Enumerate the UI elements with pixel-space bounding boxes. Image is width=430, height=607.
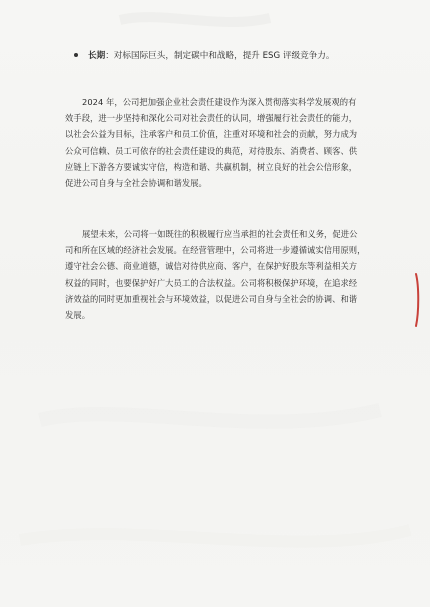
bullet-text: ：对标国际巨头，制定碳中和战略，提升 ESG 评级竞争力。 — [105, 51, 335, 61]
bullet-item-long-term — [74, 50, 414, 63]
paragraph-line: 发展。 — [65, 310, 91, 321]
bullet-label: 长期 — [88, 51, 106, 61]
paragraph-line: 以社会公益为目标，注承客户和员工价值，注重对环境和社会的贡献，努力成为 — [65, 129, 358, 140]
paragraph-line: 2024 年，公司把加强企业社会责任建设作为深入贯彻落实科学发展观的有 — [82, 97, 357, 107]
paragraph-2024-csr — [65, 94, 370, 191]
paragraph-line: 效手段，进一步坚持和深化公司对社会责任的认同，增强履行社会责任的能力， — [65, 113, 358, 124]
paragraph-line: 济效益的同时更加重视社会与环境效益，以促进公司自身与全社会的协调、和谐 — [65, 293, 358, 304]
bullet-dot-icon — [74, 53, 78, 57]
paragraph-line: 应链上下游各方要诚实守信，构造和谐、共赢机制，树立良好的社会公信形象， — [65, 161, 358, 172]
paragraph-line: 司和所在区域的经济社会发展。在经营管理中，公司将进一步遵循诚实信用原则， — [65, 245, 366, 256]
paragraph-outlook — [65, 226, 370, 323]
seal-edge-mark — [414, 272, 420, 328]
paragraph-line: 权益的同时，也要保护好广大员工的合法权益。公司将积极保护环境，在追求经 — [65, 277, 358, 288]
paragraph-line: 促进公司自身与全社会协调和谐发展。 — [65, 178, 207, 189]
paragraph-line: 展望未来，公司将一如既往的积极履行应当承担的社会责任和义务，促进公 — [82, 229, 358, 239]
paragraph-line: 公众可信赖、员工可依存的社会责任建设的典范，对待股东、消费者、顾客、供 — [65, 145, 358, 156]
paragraph-line: 遵守社会公德、商业道德，诚信对待供应商、客户，在保护好股东等利益相关方 — [65, 261, 358, 272]
